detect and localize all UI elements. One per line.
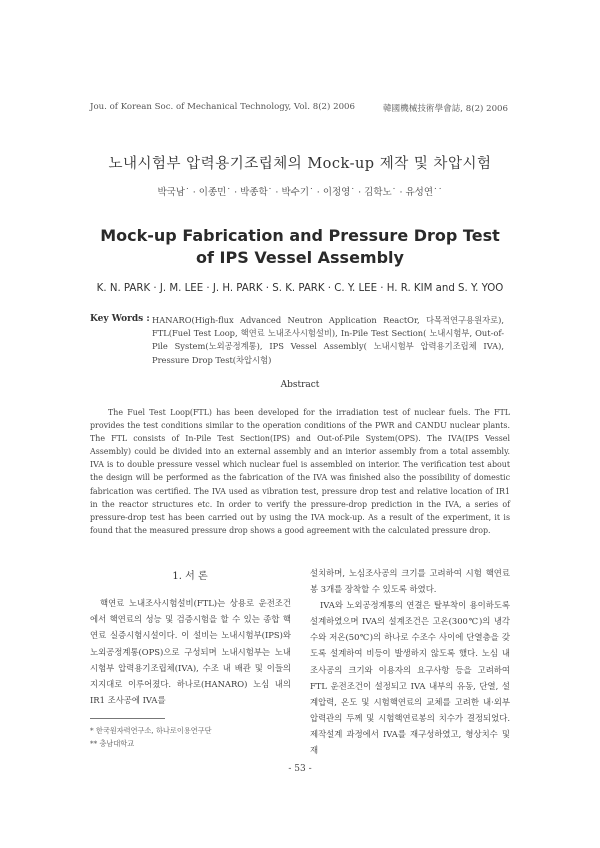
journal-header-left: Jou. of Korean Soc. of Mechanical Technology, Vol. 8(2) 2006: [90, 102, 355, 112]
abstract-body: The Fuel Test Loop(FTL) has been developed for the irradiation test of nuclear fuels. The FTL provides the test conditions similar to the operation conditions of the PWR and CANDU nuclear plants. The FTL consists of In-Pile Test Section(IPS) and Out-of-Pile System(OPS). The IVA(IPS Vessel Assembly) could be divided into an external assembly and an interior assembly from a total assembly. IVA is to double pressure vessel which nuclear fuel is assembled on interior. The verification test about the design will be performed as the fabrication of the IVA was finished also the possibility of domestic fabrication was certified. The IVA used as vibration test, pressure drop test and relative location of IR1 in the reactor structures etc. In order to verify the pressure-drop prediction in the IVA, a series of pressure-drop test has been carried out by using the IVA mock-up. As a result of the experiment, it is found that the measured pressure drop shows a good agreement with the calculated pressure drop.: [90, 408, 510, 535]
abstract-title: Abstract: [280, 380, 320, 390]
page-number: - 53 -: [288, 764, 312, 774]
body-column-left: 핵연료 노내조사시험설비(FTL)는 상용로 운전조건에서 핵연료의 성능 및 검증시험을 할 수 있는 종합 핵연료 실증시험시설이다. 이 설비는 노내시험부(IPS)와 노외공정계통(OPS)으로 구성되며 노내시험부는 노내시험부 압력용기조립체(IVA), 수조 내 배관 및 이들의 지지대로 이루어졌다. 하나로(HANARO) 노심 내의 IR1 조사공에 IVA를: [90, 598, 291, 706]
section-title: 1. 서 론: [172, 571, 208, 582]
footnote-divider: [90, 718, 165, 719]
english-authors: K. N. PARK · J. M. LEE · J. H. PARK · S. K. PARK · C. Y. LEE · H. R. KIM and S. Y. YOO: [96, 283, 504, 294]
keywords-text: HANARO(High-flux Advanced Neutron Application ReactOr, 다목적연구용원자로), FTL(Fuel Test Loop, 핵연료 노내조사시험설비), In-Pile Test Section( 노내시험부, Out-of-Pile System(노외공정계통), IPS Vessel Assembly( 노내시험부 압력용기조립체 IVA), Pressure Drop Test(차압시험): [152, 315, 504, 365]
english-title: [0, 225, 600, 269]
paragraph: IVA와 노외공정계통의 연결은 탈부착이 용이하도록 설계하였으며 IVA의 설계조건은 고온(300℃)의 냉각수와 저온(50℃)의 하나로 수조수 사이에 단열층을 갖도록 설계하여 비등이 발생하지 않도록 했다. 노심 내 조사공의 크기와 이용자의 요구사항 등을 고려하여 FTL 운전조건이 설정되고 IVA 내부의 유동, 단열, 설계압력, 온도 및 시험핵연료의 교체를 고려한 내·외부 압력관의 두께 및 시험핵연료봉의 치수가 결정되었다. 제작설계 과정에서 IVA를 재구성하였고, 형상치수 및 재: [310, 600, 510, 756]
english-title-line1: Mock-up Fabrication and Pressure Drop Test: [100, 226, 500, 245]
korean-title: 노내시험부 압력용기조립체의 Mock-up 제작 및 차압시험: [108, 156, 492, 172]
paragraph: 설치하며, 노심조사공의 크기를 고려하여 시험 핵연료봉 3개를 장착할 수 있도록 하였다.: [310, 568, 510, 595]
korean-authors: 박국남˙ · 이종민˙ · 박종학˙ · 박수기˙ · 이정영˙ · 김학노˙ · 유성연˙˙: [157, 187, 443, 198]
footnote-1: * 한국원자력연구소, 하나로이용연구단: [90, 726, 212, 735]
body-column-right: [310, 565, 510, 758]
footnote-2: ** 충남대학교: [90, 739, 135, 748]
english-title-line2: of IPS Vessel Assembly: [196, 248, 404, 267]
keywords-label: Key Words :: [90, 314, 150, 324]
journal-header-right: 韓國機械技術學會誌, 8(2) 2006: [382, 104, 508, 114]
